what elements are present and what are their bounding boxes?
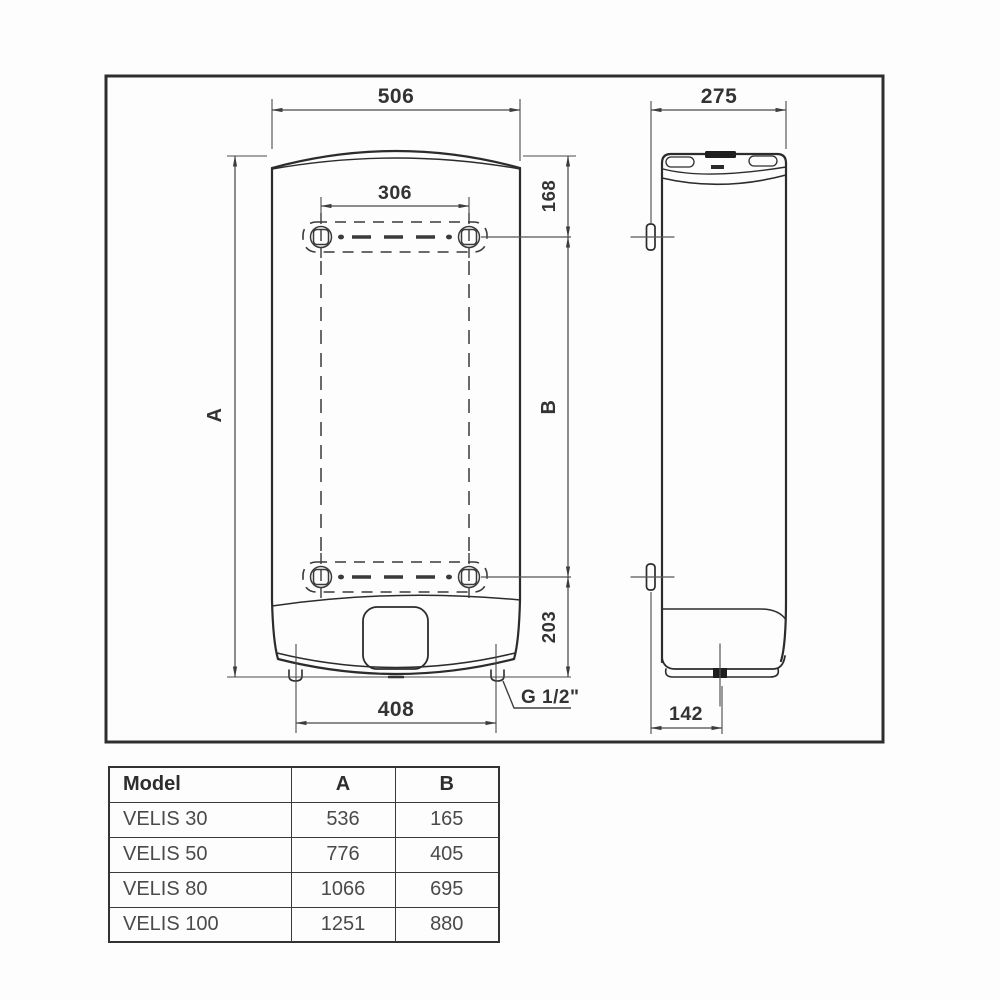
model-cell: VELIS 100 — [109, 907, 291, 942]
dim-mount-to-pipe-label: 142 — [668, 703, 704, 725]
dim-height-A — [204, 156, 571, 677]
side-handle-end-right — [749, 156, 777, 166]
dim-b-cell: 165 — [395, 802, 499, 837]
dim-front-width-label: 506 — [377, 85, 415, 108]
side-lip-mark — [711, 165, 724, 169]
centerline-dot — [446, 235, 452, 240]
dim-a-cell: 776 — [291, 837, 395, 872]
dim-mount-hole-spacing — [321, 182, 469, 219]
dim-pipe-spacing-label: 408 — [377, 698, 415, 721]
dim-pipe-spacing — [296, 644, 496, 733]
dim-mount-span-label: B — [538, 399, 560, 415]
dim-a-cell: 1066 — [291, 872, 395, 907]
dim-front-width — [272, 85, 520, 161]
dim-right-stack — [523, 156, 576, 677]
centerline-dot — [446, 575, 452, 580]
side-top-mark — [705, 151, 736, 158]
side-lip-crease — [663, 167, 786, 174]
col-header-b: B — [395, 767, 499, 802]
centerline-dot — [338, 235, 344, 240]
pipe-right — [491, 670, 504, 681]
col-header-a: A — [291, 767, 395, 802]
side-view — [631, 151, 786, 706]
table-row-velis-30 — [109, 802, 499, 837]
dim-b-cell: 695 — [395, 872, 499, 907]
centerline-dot — [338, 575, 344, 580]
front-bottom-seam — [272, 595, 520, 606]
table-row-velis-100 — [109, 907, 499, 942]
dim-mount-hole-spacing-label: 306 — [377, 182, 413, 204]
dim-top-to-mount-label: 168 — [538, 179, 559, 213]
side-lip-bottom — [662, 175, 786, 184]
dim-height-label: A — [204, 407, 226, 423]
spec-table — [108, 766, 500, 943]
table-row-velis-50 — [109, 837, 499, 872]
dim-pipe-thread — [503, 681, 579, 708]
model-cell: VELIS 50 — [109, 837, 291, 872]
col-header-model: Model — [109, 767, 291, 802]
front-top-arc-outer — [272, 151, 520, 168]
dim-b-cell: 405 — [395, 837, 499, 872]
dim-mount-to-base-label: 203 — [538, 610, 559, 644]
model-cell: VELIS 80 — [109, 872, 291, 907]
front-right-edge — [514, 168, 520, 659]
lower-mount-bracket — [303, 553, 571, 601]
front-left-edge — [272, 168, 278, 659]
upper-mount-bracket — [303, 213, 571, 261]
dim-pipe-thread-label: G 1/2" — [521, 687, 580, 708]
dim-depth-label: 275 — [700, 85, 738, 108]
model-cell: VELIS 30 — [109, 802, 291, 837]
dim-a-cell: 1251 — [291, 907, 395, 942]
dimensions — [204, 85, 786, 734]
front-view — [272, 151, 520, 681]
bracket-connecting-lines — [321, 261, 469, 553]
side-bottom-seam — [662, 609, 786, 620]
side-base-top — [662, 656, 785, 669]
table-row-velis-80 — [109, 872, 499, 907]
dim-b-cell: 880 — [395, 907, 499, 942]
control-panel — [363, 607, 428, 669]
side-handle-end-left — [666, 157, 694, 167]
side-right-edge — [781, 163, 786, 661]
dim-a-cell: 536 — [291, 802, 395, 837]
spec-table-header-row — [109, 767, 499, 802]
front-bottom-arc-inner — [277, 653, 515, 668]
